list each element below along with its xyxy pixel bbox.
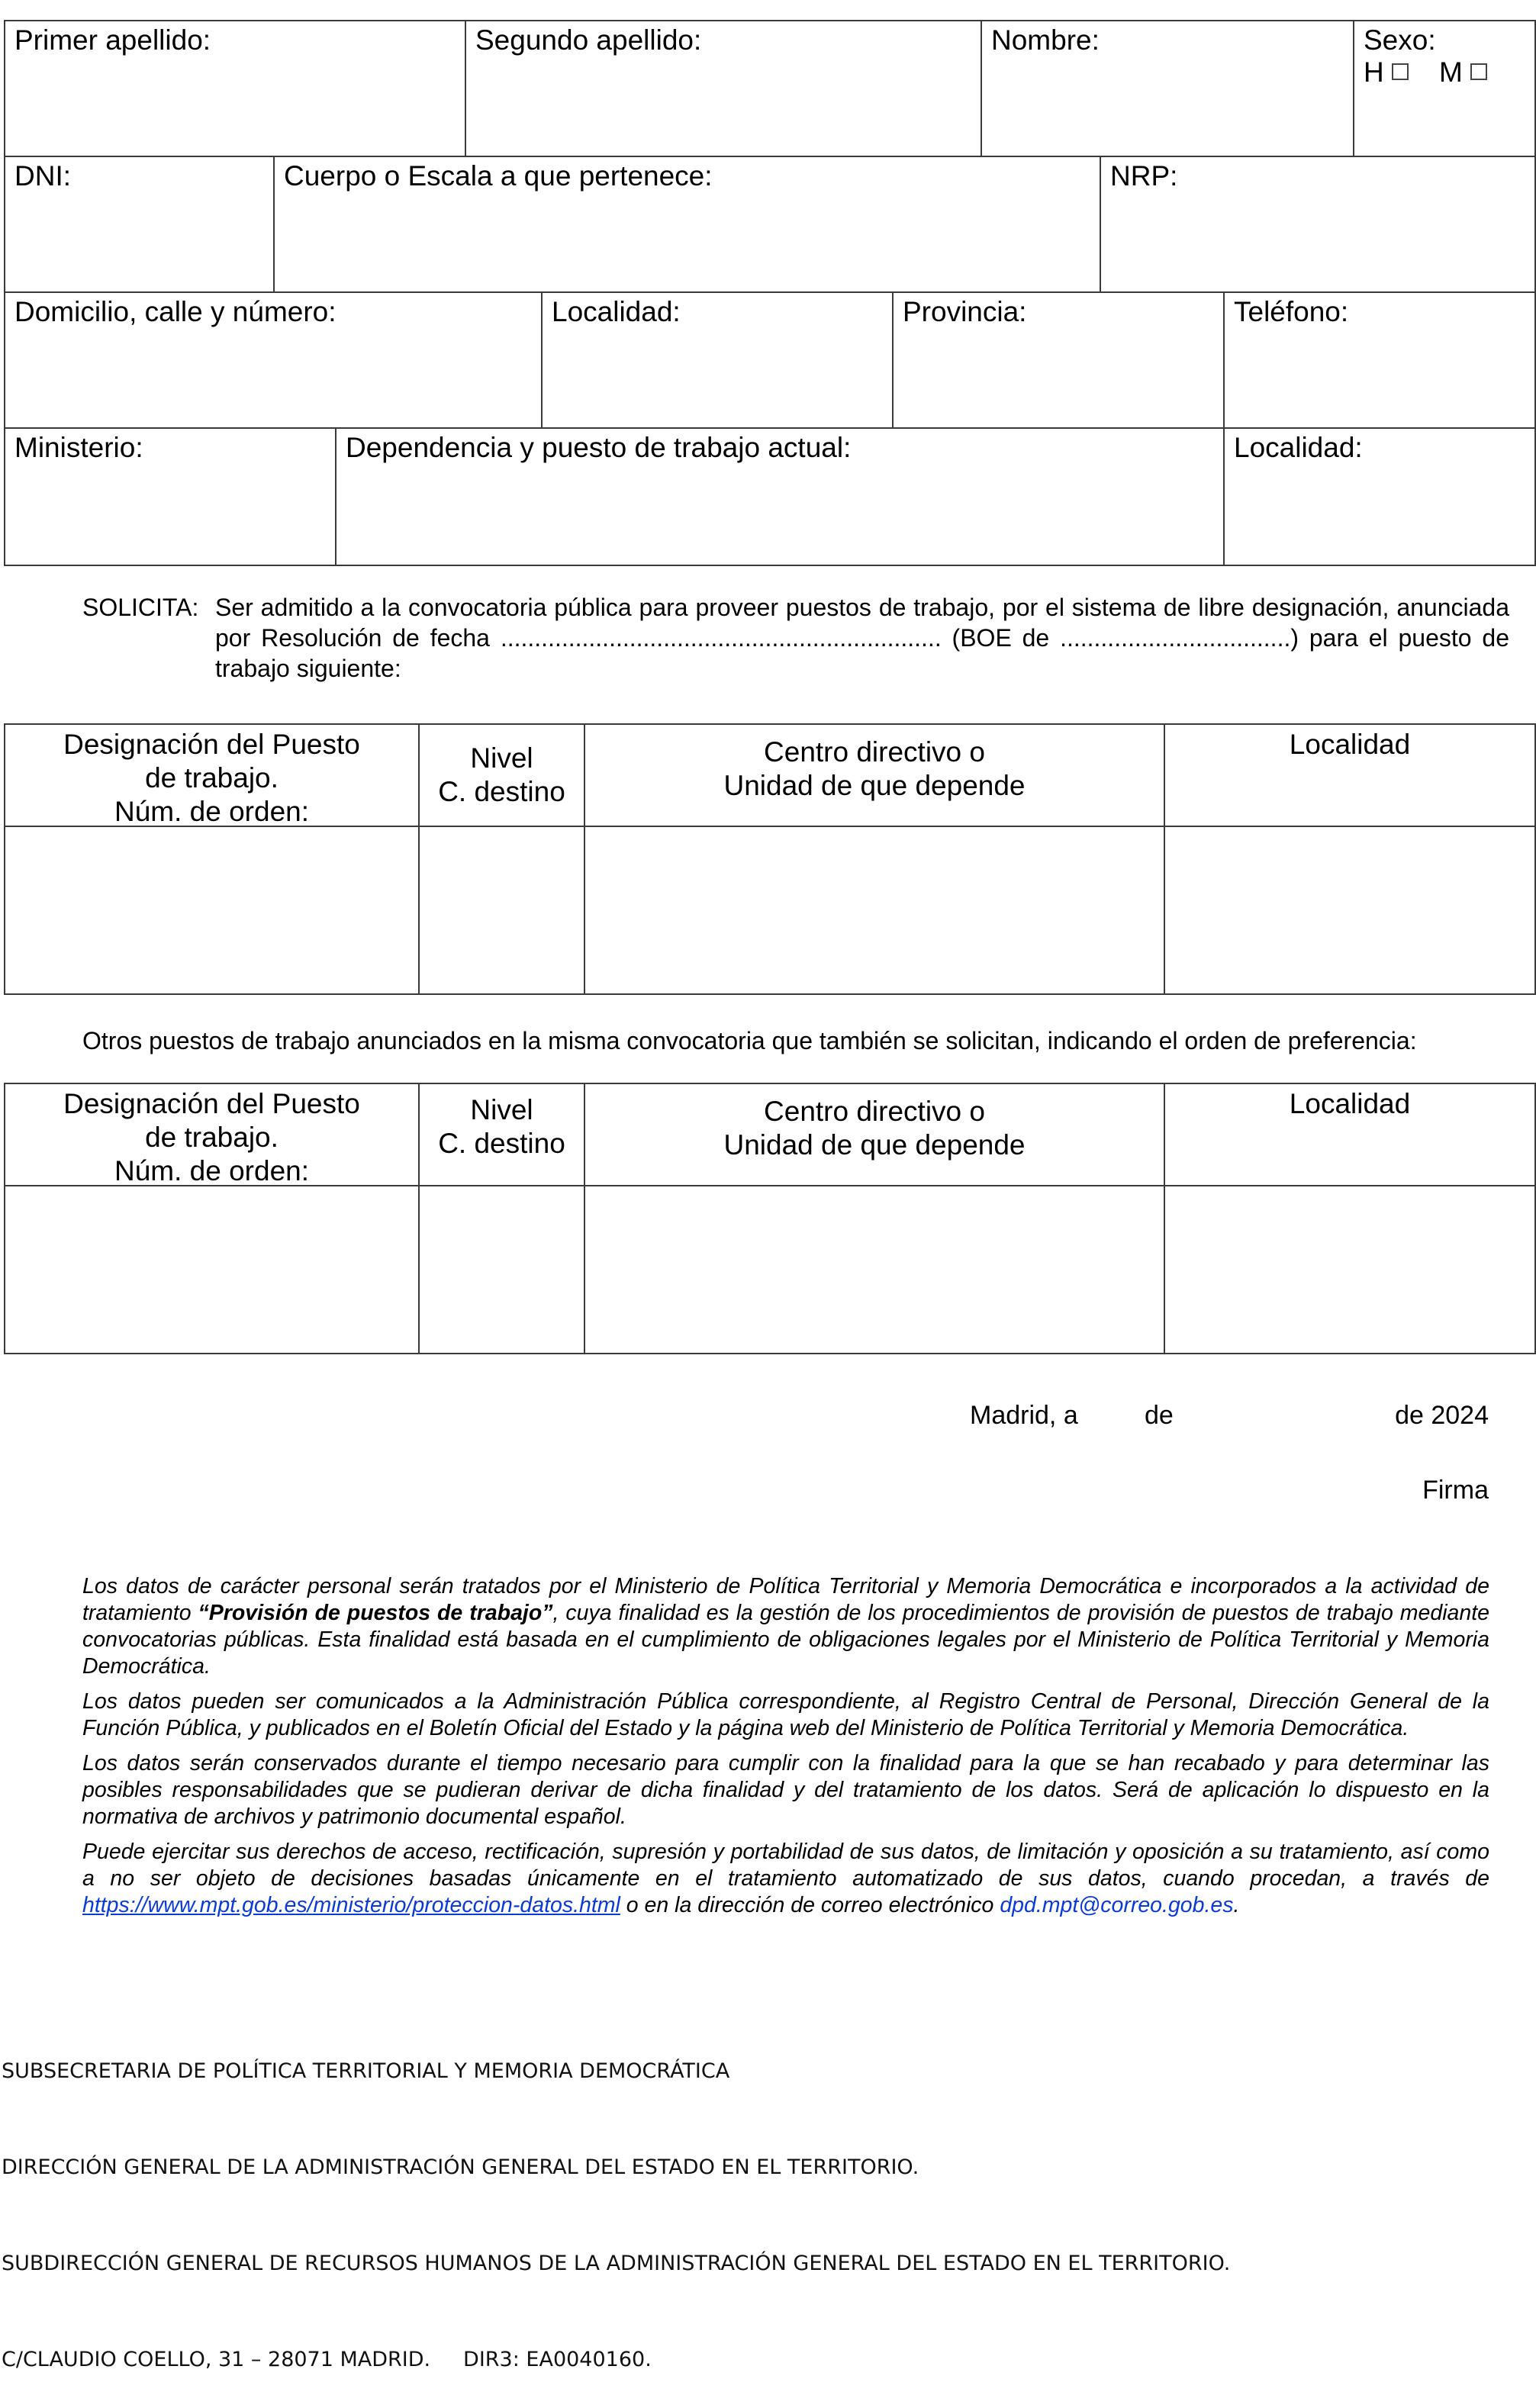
header-centro-line1: Centro directivo o [764, 1096, 985, 1127]
header-centro-line2: Unidad de que depende [723, 1129, 1026, 1161]
otros-table-header [5, 1084, 1534, 1186]
sexo-h-checkbox[interactable] [1392, 63, 1409, 80]
header-nivel-line2: C. destino [438, 1128, 565, 1159]
footer-line-1: SUBSECRETARIA DE POLÍTICA TERRITORIAL Y MEMORIA DEMOCRÁTICA [2, 2059, 730, 2083]
header-nivel-line1: Nivel [470, 742, 533, 774]
header-designacion-line3: Núm. de orden: [114, 796, 310, 827]
puesto-table-header [5, 725, 1534, 827]
cell-nivel-input[interactable] [420, 827, 585, 993]
footer-line-4: C/CLAUDIO COELLO, 31 – 28071 MADRID. DIR3: EA0040160. [2, 2348, 652, 2371]
domicilio-label: Domicilio, calle y número: [14, 296, 337, 327]
dependencia-field[interactable] [337, 429, 1225, 565]
solicita-block [82, 592, 1509, 684]
primer-apellido-label: Primer apellido: [14, 24, 211, 56]
header-designacion [5, 725, 420, 826]
footer-address [2, 1991, 1230, 2408]
cell-localidad-input[interactable] [1165, 827, 1534, 993]
header-designacion-line3: Núm. de orden: [114, 1155, 310, 1186]
cell-designacion-input[interactable] [5, 1186, 420, 1353]
ministerio-label: Ministerio: [14, 432, 143, 463]
legal-paragraph-4 [82, 1839, 1489, 1919]
otros-puestos-table [4, 1083, 1536, 1354]
dependencia-label: Dependencia y puesto de trabajo actual: [346, 432, 852, 463]
domicilio-field[interactable] [5, 293, 543, 427]
header-localidad-label: Localidad [1289, 1088, 1411, 1119]
date-place: Madrid, a [970, 1401, 1078, 1430]
nrp-field[interactable] [1101, 157, 1534, 291]
telefono-field[interactable] [1225, 293, 1534, 427]
segundo-apellido-label: Segundo apellido: [475, 24, 702, 56]
row-ministerio [5, 429, 1534, 565]
email-link[interactable]: dpd.mpt@correo.gob.es [1000, 1893, 1234, 1917]
data-protection-notice [82, 1573, 1489, 1927]
sexo-m-label: M [1439, 56, 1463, 88]
localidad-label: Localidad: [552, 296, 681, 327]
nrp-label: NRP: [1110, 160, 1178, 192]
cell-centro-input[interactable] [585, 827, 1165, 993]
legal-p4-text-mid: o en la dirección de correo electrónico [620, 1893, 1000, 1917]
sexo-h-label: H [1364, 56, 1384, 88]
header-nivel [420, 1084, 585, 1185]
puesto-table-row [5, 827, 1534, 993]
protection-data-link[interactable]: https://www.mpt.gob.es/ministerio/proteccion-datos.html [82, 1893, 620, 1917]
header-designacion-line1: Designación del Puesto [63, 1088, 360, 1119]
header-designacion-line1: Designación del Puesto [63, 729, 360, 760]
header-nivel [420, 725, 585, 826]
footer-line-2: DIRECCIÓN GENERAL DE LA ADMINISTRACIÓN GENERAL DEL ESTADO EN EL TERRITORIO. [2, 2155, 919, 2179]
header-centro [585, 725, 1165, 826]
legal-p4-end: . [1233, 1893, 1240, 1917]
cell-nivel-input[interactable] [420, 1186, 585, 1353]
header-nivel-line2: C. destino [438, 776, 565, 807]
header-designacion-line2: de trabajo. [145, 1122, 279, 1153]
legal-paragraph-2: Los datos pueden ser comunicados a la Administración Pública correspondiente, al Registro Central de Personal, Dirección General de la Función Pública, y publicados en el Boletín Oficial del Estado y la página web del Ministerio de Política Territorial y Memoria Democrática. [82, 1689, 1489, 1740]
header-localidad-label: Localidad [1289, 729, 1411, 760]
firma-label: Firma [1422, 1476, 1489, 1505]
otros-puestos-text: Otros puestos de trabajo anunciados en la misma convocatoria que también se solicitan, indicando el orden de preferencia: [82, 1027, 1417, 1054]
solicita-text: Ser admitido a la convocatoria pública para proveer puestos de trabajo, por el sistema de libre designación, anunciada por Resolución de fecha ................................................................. (BOE de ..................................) para el puesto de trabajo siguiente: [215, 594, 1509, 682]
footer-line-3: SUBDIRECCIÓN GENERAL DE RECURSOS HUMANOS DE LA ADMINISTRACIÓN GENERAL DEL ESTADO EN EL TERRITORIO. [2, 2252, 1231, 2275]
localidad-actual-label: Localidad: [1234, 432, 1363, 463]
header-centro [585, 1084, 1165, 1185]
header-designacion [5, 1084, 420, 1185]
sexo-field [1354, 21, 1534, 156]
header-localidad [1165, 725, 1534, 826]
legal-paragraph-3: Los datos serán conservados durante el tiempo necesario para cumplir con la finalidad para la que se han recabado y para determinar las posibles responsabilidades que se pudieran derivar de dicha finalidad y del tratamiento de los datos. Será de aplicación lo dispuesto en la normativa de archivos y patrimonio documental español. [82, 1751, 1489, 1829]
date-year: de 2024 [1395, 1401, 1489, 1430]
nombre-field[interactable] [982, 21, 1354, 156]
cell-localidad-input[interactable] [1165, 1186, 1534, 1353]
personal-data-grid [4, 20, 1536, 566]
provincia-label: Provincia: [903, 296, 1027, 327]
primer-apellido-field[interactable] [5, 21, 466, 156]
solicita-label: SOLICITA: [82, 594, 199, 621]
cuerpo-label: Cuerpo o Escala a que pertenece: [284, 160, 713, 192]
sexo-m-checkbox[interactable] [1470, 63, 1487, 80]
legal-paragraph-1 [82, 1573, 1489, 1680]
localidad-field[interactable] [543, 293, 894, 427]
ministerio-field[interactable] [5, 429, 337, 565]
header-centro-line1: Centro directivo o [764, 736, 985, 768]
row-names [5, 21, 1534, 157]
cuerpo-field[interactable] [275, 157, 1101, 291]
provincia-field[interactable] [894, 293, 1225, 427]
legal-p1-text-end: , cuya finalidad es la gestión de los procedimientos de provisión de puestos de trabajo mediante convocatorias públicas. Esta finalidad está basada en el cumplimiento de obligaciones legales por el Ministerio de Política Territorial y Memoria Democrática. [82, 1601, 1489, 1679]
header-designacion-line2: de trabajo. [145, 762, 279, 794]
row-domicilio [5, 293, 1534, 429]
localidad-actual-field[interactable] [1225, 429, 1534, 565]
legal-p1-text: Los datos de carácter personal serán tratados por el Ministerio de Política Territorial y Memoria Democrática e incorporados a la actividad de tratamiento [82, 1574, 1489, 1625]
otros-table-row [5, 1186, 1534, 1353]
cell-centro-input[interactable] [585, 1186, 1165, 1353]
cell-designacion-input[interactable] [5, 827, 420, 993]
sexo-label: Sexo: [1364, 24, 1436, 56]
header-nivel-line1: Nivel [470, 1094, 533, 1125]
nombre-label: Nombre: [991, 24, 1100, 56]
segundo-apellido-field[interactable] [466, 21, 982, 156]
header-centro-line2: Unidad de que depende [723, 770, 1026, 801]
legal-p4-text: Puede ejercitar sus derechos de acceso, rectificación, supresión y portabilidad de sus datos, de limitación y oposición a su tratamiento, así como a no ser objeto de decisiones basadas únicamente en el tratamiento automatizado de sus datos, cuando procedan, a través de [82, 1840, 1489, 1891]
dni-label: DNI: [14, 160, 71, 192]
row-dni [5, 157, 1534, 293]
header-localidad [1165, 1084, 1534, 1185]
dni-field[interactable] [5, 157, 275, 291]
date-de: de [1145, 1401, 1174, 1430]
puesto-table [4, 723, 1536, 995]
telefono-label: Teléfono: [1234, 296, 1349, 327]
legal-p1-bold: “Provisión de puestos de trabajo” [198, 1601, 553, 1625]
